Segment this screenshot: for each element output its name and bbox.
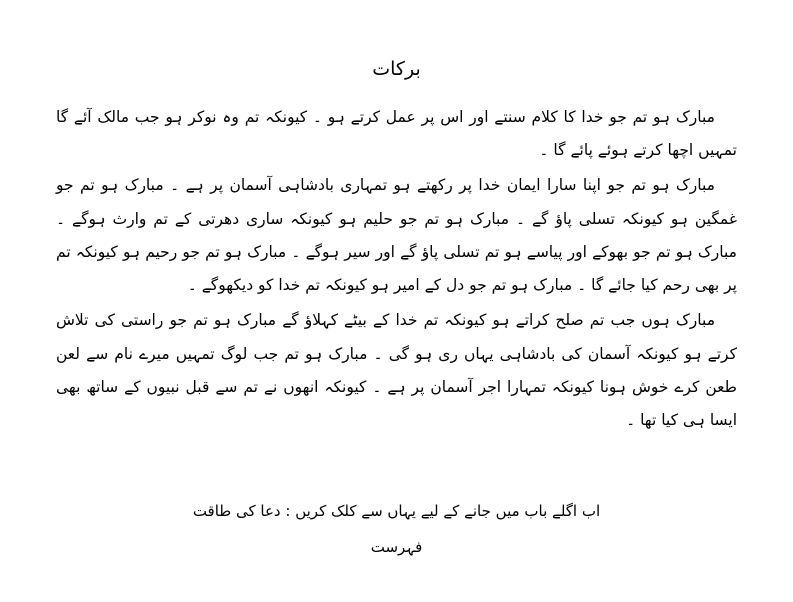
next-chapter-line — [46, 496, 747, 526]
page-title: بركات — [372, 58, 421, 80]
document-body — [56, 101, 737, 438]
index-link[interactable]: فہرست — [370, 537, 423, 556]
paragraph-2: مبارک ہو تم جو اپنا سارا ایمان خدا پر رکھتے ہو تمہاری بادشاہی آسمان پر ہے ۔ مبارک ہو تم جو غمگین ہو کیونکہ تسلی پاؤ گے ۔ مبارک ہو تم جو حلیم ہو کیونکہ ساری دھرتی کے تم وارث ہوگے ۔ مبارک ہو تم جو بھوکے اور پیاسے ہو تم تسلی پاؤ گے اور سیر ہوگے ۔ مبارک ہو تم جو رحیم ہو کیونکہ تم پر بھی رحم کیا جائے گا ۔ مبارک ہو تم جو دل کے امیر ہو کیونکہ تم خدا کو دیکھوگے ۔ — [56, 176, 737, 295]
index-line — [46, 532, 747, 562]
next-chapter-link[interactable]: اب اگلے باب میں جانے کے لیے یہاں سے کلک کریں : دعا کی طاقت — [192, 501, 601, 520]
paragraph-3: مبارک ہوں جب تم صلح کراتے ہو کیونکہ تم خدا کے بیٹے کہلاؤ گے مبارک ہو تم جو راستی کی تلاش کرتے ہو کیونکہ آسمان کی بادشاہی یہاں ری ہو گی ۔ مبارک ہو تم جب لوگ تمہیں میرے نام سے لعن طعن کرے خوش ہونا کیونکہ تمہارا اجر آسمان پر ہے ۔ کیونکہ انھوں نے تم سے قبل نبیوں کے ساتھ بھی ایسا ہی کیا تھا ۔ — [56, 311, 737, 430]
footer-links — [46, 496, 747, 562]
paragraph-1: مبارک ہو تم جو خدا کا کلام سنتے اور اس پر عمل کرتے ہو ۔ کیونکہ تم وہ نوکر ہو جب مالک آئے گا تمہیں اچھا کرتے ہوئے پائے گا ۔ — [56, 107, 737, 159]
